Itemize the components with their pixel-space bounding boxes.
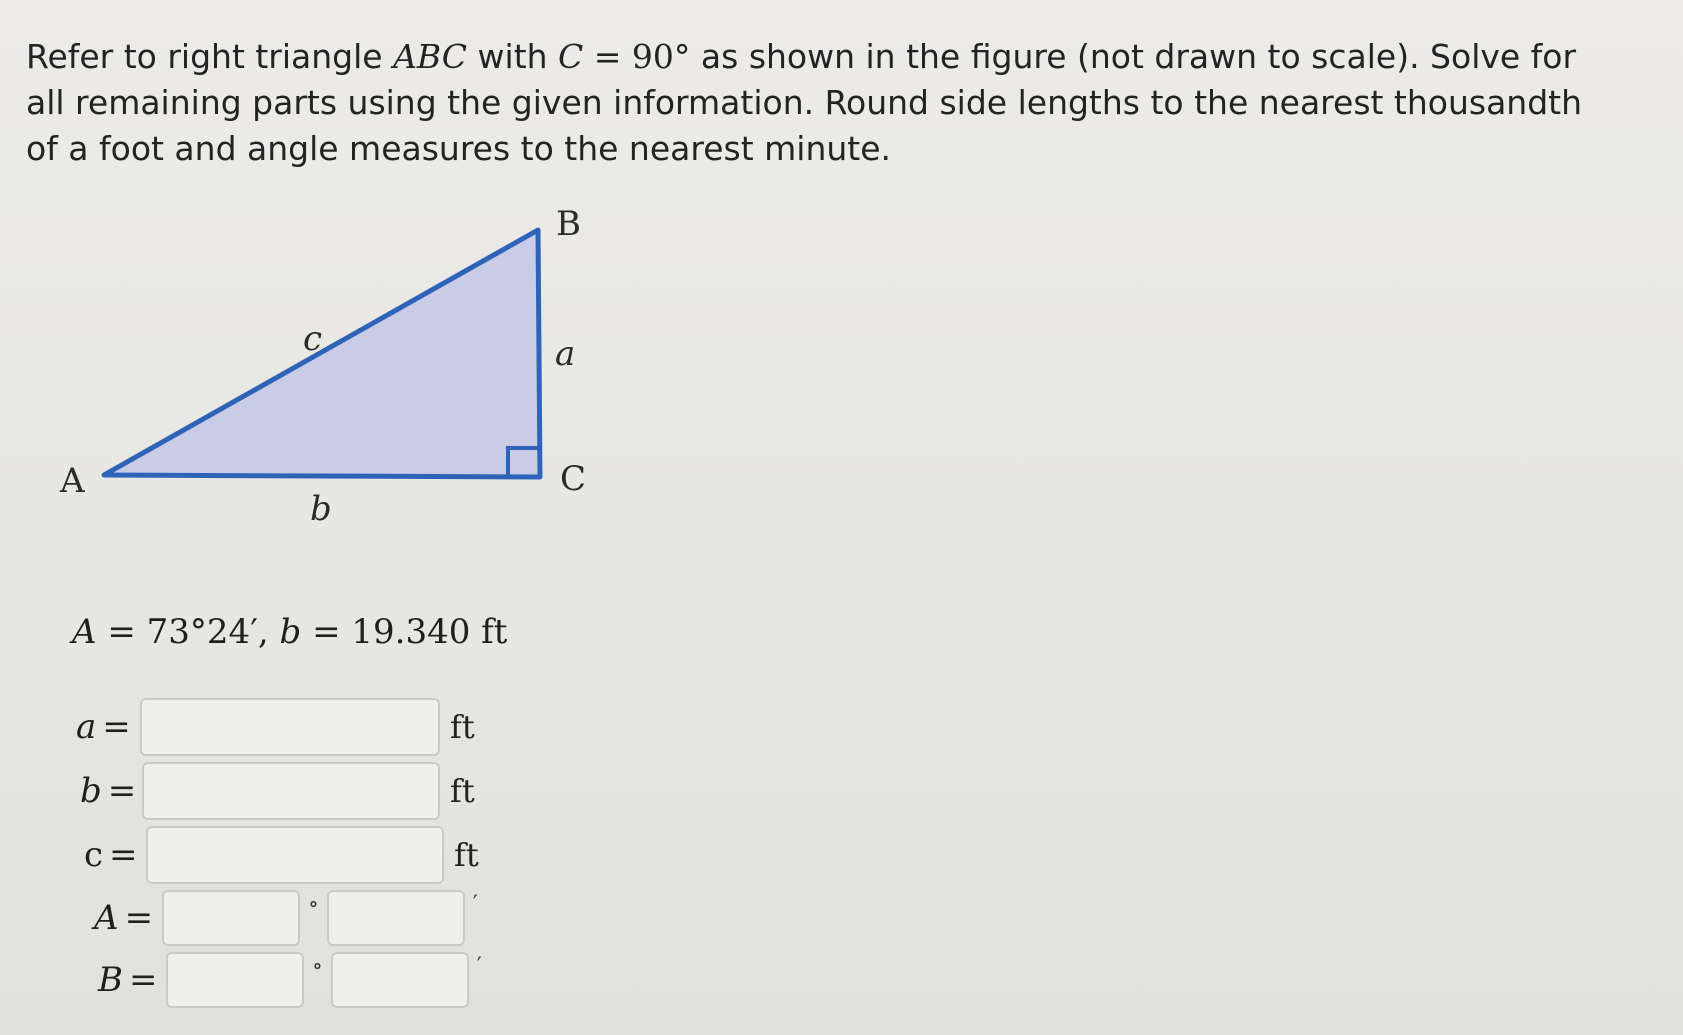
answer-c-unit: ft	[454, 836, 479, 874]
angle-a-minutes-input[interactable]	[327, 890, 465, 946]
problem-statement	[26, 34, 1606, 172]
vertex-b-label: B	[556, 204, 581, 244]
answer-b-label: b =	[80, 771, 137, 811]
given-angle-value: = 73°24′,	[96, 612, 280, 652]
side-a-label: a	[555, 334, 576, 374]
answer-c-input[interactable]	[146, 826, 444, 884]
angle-condition-value: = 90°	[583, 37, 691, 76]
triangle-figure	[60, 204, 620, 570]
angle-b-degrees-input[interactable]	[166, 952, 304, 1008]
answer-b-input[interactable]	[142, 762, 440, 820]
answer-row-b	[80, 762, 475, 820]
side-c-label: c	[303, 319, 323, 359]
angle-a-degrees-input[interactable]	[162, 890, 300, 946]
given-values	[72, 612, 507, 652]
angle-b-label: B =	[98, 960, 158, 1000]
triangle-svg	[60, 204, 620, 570]
minute-symbol: ′	[476, 954, 482, 979]
degree-symbol: ∘	[312, 954, 323, 979]
minute-symbol: ′	[472, 892, 478, 917]
given-side-var: b	[279, 612, 302, 652]
answer-c-label: c =	[84, 835, 138, 875]
answer-row-c	[84, 826, 479, 884]
answer-row-a	[76, 698, 475, 756]
vertex-a-label: A	[60, 461, 85, 501]
side-b-label: b	[310, 489, 332, 529]
vertex-c-label: C	[560, 459, 587, 499]
answer-row-angle-a	[94, 890, 486, 946]
answer-a-unit: ft	[450, 708, 475, 746]
answer-row-angle-b	[98, 952, 490, 1008]
problem-text-1: Refer to right triangle	[26, 37, 394, 76]
answer-a-label: a =	[76, 707, 131, 747]
given-angle-var: A	[72, 612, 97, 652]
problem-text-3: as shown in the figure (not drawn to scale). Solve for all remaining parts using the given information. Round side lengths to the nearest thousandth of a foot and angle measures to the nearest minute.	[26, 37, 1583, 168]
angle-condition-var: C	[558, 37, 584, 76]
degree-symbol: ∘	[308, 892, 319, 917]
answer-b-unit: ft	[450, 772, 475, 810]
given-side-value: = 19.340 ft	[301, 612, 508, 652]
angle-b-minutes-input[interactable]	[331, 952, 469, 1008]
angle-a-label: A =	[94, 898, 154, 938]
problem-text-2: with	[467, 37, 559, 76]
answer-a-input[interactable]	[140, 698, 440, 756]
triangle-name: ABC	[393, 37, 468, 76]
